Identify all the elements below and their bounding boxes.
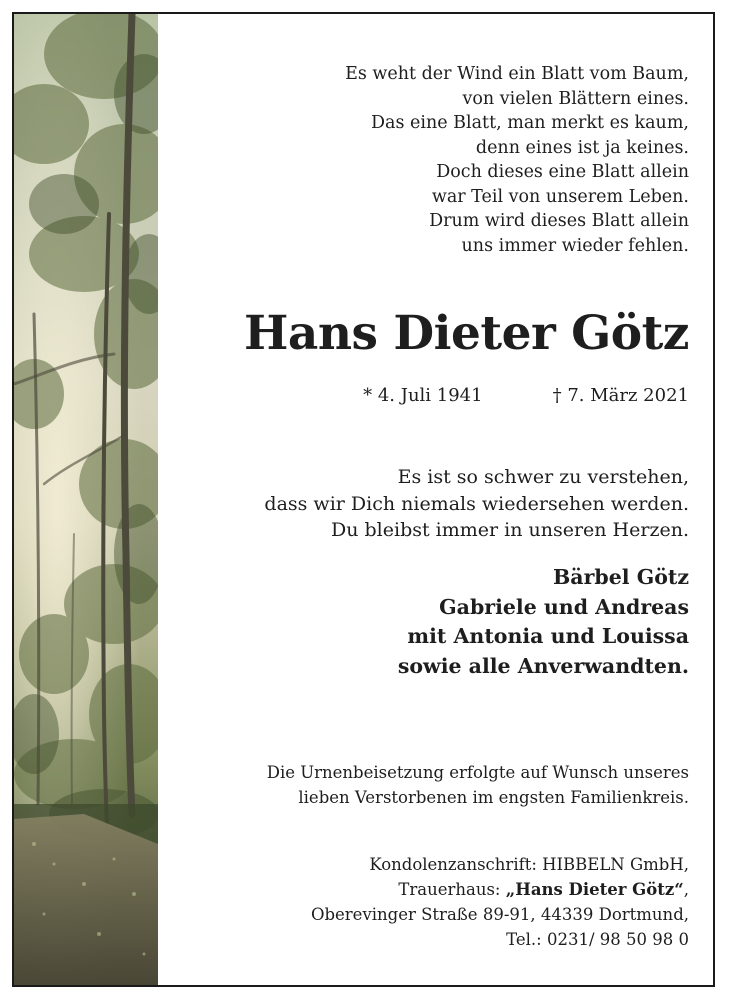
- obituary-text: [158, 14, 713, 985]
- contact-line: Kondolenzanschrift: HIBBELN GmbH,: [369, 855, 689, 874]
- poem-line: von vielen Blättern eines.: [462, 88, 689, 109]
- poem-line: Es weht der Wind ein Blatt vom Baum,: [345, 64, 689, 84]
- forest-photo: [14, 14, 158, 985]
- quote-line: Es ist so schwer zu verstehen,: [397, 466, 689, 488]
- mourners: [398, 563, 689, 681]
- contact-line: [311, 877, 689, 902]
- poem-line: war Teil von unserem Leben.: [431, 186, 689, 207]
- death-date: † 7. März 2021: [552, 385, 689, 406]
- contact-suffix: ,: [683, 880, 689, 899]
- mourner-line: Bärbel Götz: [552, 565, 689, 589]
- mourner-line: mit Antonia und Louissa: [407, 624, 689, 648]
- poem-line: Drum wird dieses Blatt allein: [429, 211, 689, 231]
- quote-line: dass wir Dich niemals wiedersehen werden.: [264, 492, 689, 515]
- contact-phone: Tel.: 0231/ 98 50 98 0: [506, 930, 689, 949]
- poem-line: uns immer wieder fehlen.: [461, 235, 689, 256]
- contact-prefix: Trauerhaus:: [398, 880, 506, 899]
- poem-line: Das eine Blatt, man merkt es kaum,: [371, 113, 689, 133]
- burial-line: lieben Verstorbenen im engsten Familienkreis.: [298, 787, 689, 807]
- memorial-quote: [264, 464, 689, 544]
- poem-line: Doch dieses eine Blatt allein: [436, 162, 689, 182]
- quote-line: Du bleibst immer in unseren Herzen.: [331, 519, 689, 541]
- poem-line: denn eines ist ja keines.: [475, 137, 689, 158]
- mourner-line: Gabriele und Andreas: [439, 594, 689, 619]
- mourning-house-name: „Hans Dieter Götz“: [505, 880, 684, 899]
- deceased-name: Hans Dieter Götz: [244, 306, 689, 361]
- condolence-address: [311, 852, 689, 952]
- burial-notice: [267, 761, 689, 810]
- mourner-line: sowie alle Anverwandten.: [397, 653, 689, 678]
- contact-line: Oberevinger Straße 89-91, 44339 Dortmund,: [310, 905, 689, 924]
- burial-line: Die Urnenbeisetzung erfolgte auf Wunsch unseres: [266, 763, 689, 782]
- poem: [345, 62, 689, 258]
- life-dates: [363, 383, 689, 409]
- birth-date: * 4. Juli 1941: [363, 385, 483, 406]
- obituary-notice: [12, 12, 715, 987]
